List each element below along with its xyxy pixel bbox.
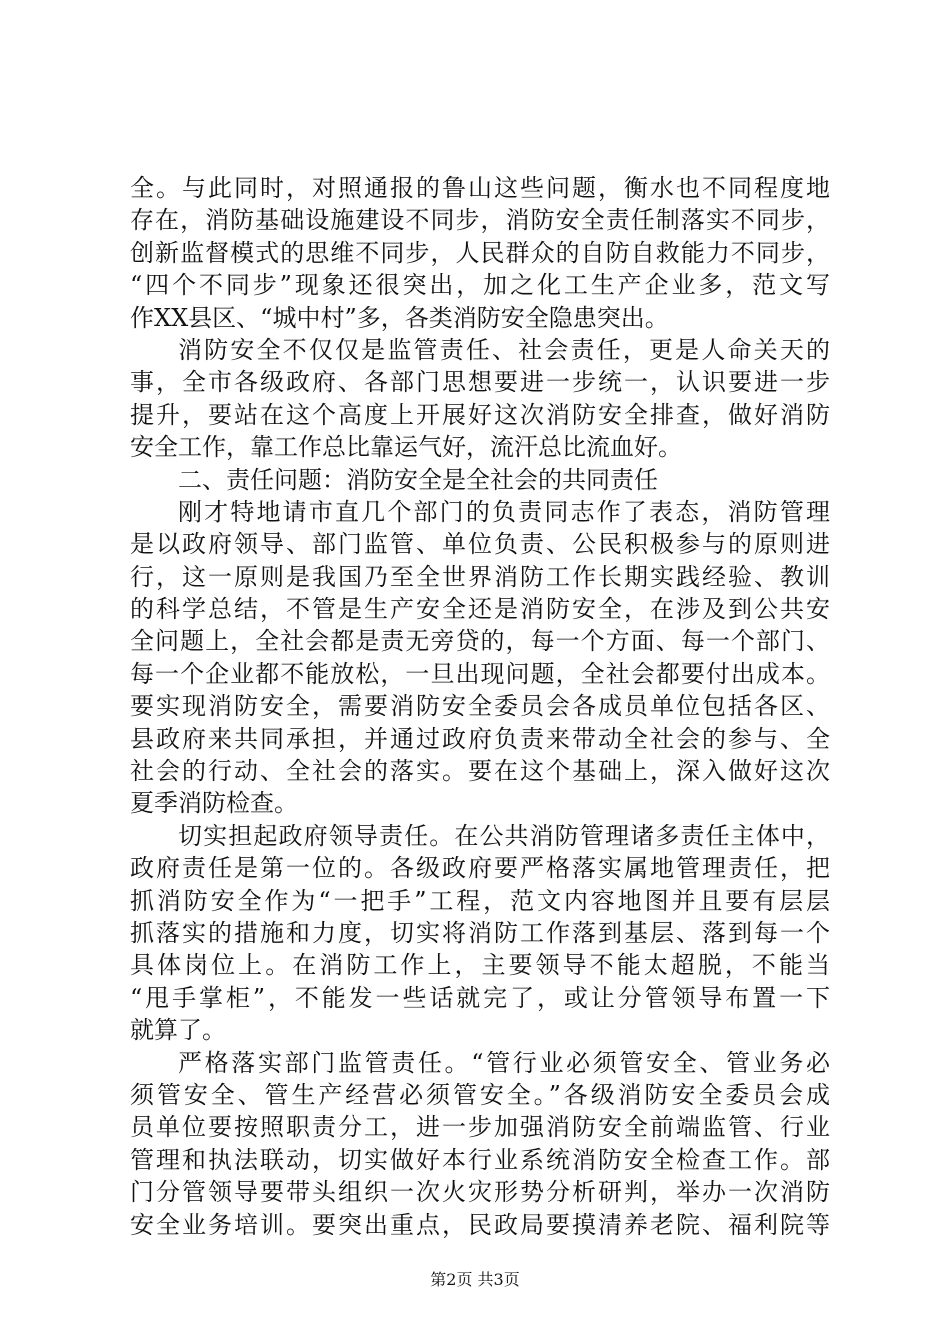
text-line: 抓落实的措施和力度，切实将消防工作落到基层、落到每一个 — [130, 918, 830, 947]
text-line: 要实现消防安全，需要消防安全委员会各成员单位包括各区、 — [130, 692, 830, 721]
text-line: “四个不同步”现象还很突出，加之化工生产企业多，范文写 — [130, 271, 830, 300]
text-line: “甩手掌柜”，不能发一些话就完了，或让分管领导布置一下 — [130, 983, 830, 1012]
text-line: 每一个企业都不能放松，一旦出现问题，全社会都要付出成本。 — [130, 659, 830, 688]
text-line: 行，这一原则是我国乃至全世界消防工作长期实践经验、教训 — [130, 562, 830, 591]
text-line: 提升，要站在这个高度上开展好这次消防安全排查，做好消防 — [130, 400, 830, 429]
page-footer: 第2页 共3页 — [430, 1270, 520, 1289]
text-line: 刚才特地请市直几个部门的负责同志作了表态，消防管理 — [178, 497, 830, 526]
text-line: 是以政府领导、部门监管、单位负责、公民积极参与的原则进 — [130, 530, 830, 559]
text-line: 具体岗位上。在消防工作上，主要领导不能太超脱，不能当 — [130, 951, 830, 980]
body-text — [130, 172, 830, 1241]
text-line: 就算了。 — [130, 1016, 226, 1045]
text-line: 全问题上，全社会都是责无旁贷的，每一个方面、每一个部门、 — [130, 627, 830, 656]
text-line: 安全业务培训。要突出重点，民政局要摸清养老院、福利院等 — [130, 1210, 830, 1239]
text-line: 门分管领导要带头组织一次火灾形势分析研判，举办一次消防 — [130, 1178, 830, 1207]
text-line: 县政府来共同承担，并通过政府负责来带动全社会的参与、全 — [130, 724, 830, 753]
text-line: 全。与此同时，对照通报的鲁山这些问题，衡水也不同程度地 — [130, 174, 830, 202]
text-line: 作XX县区、“城中村”多，各类消防安全隐患突出。 — [130, 303, 669, 332]
text-line: 抓消防安全作为“一把手”工程，范文内容地图并且要有层层 — [130, 886, 830, 915]
text-line: 政府责任是第一位的。各级政府要严格落实属地管理责任，把 — [130, 854, 830, 883]
text-line: 存在，消防基础设施建设不同步，消防安全责任制落实不同步， — [130, 206, 830, 235]
text-line: 事，全市各级政府、各部门思想要进一步统一，认识要进一步 — [130, 368, 830, 397]
text-line: 夏季消防检查。 — [130, 789, 298, 818]
text-line: 切实担起政府领导责任。在公共消防管理诸多责任主体中， — [178, 821, 830, 850]
text-line: 创新监督模式的思维不同步，人民群众的自防自救能力不同步， — [130, 238, 830, 267]
text-line: 消防安全不仅仅是监管责任、社会责任，更是人命关天的 — [178, 335, 830, 364]
text-line: 员单位要按照职责分工，进一步加强消防安全前端监管、行业 — [130, 1113, 830, 1142]
text-line: 社会的行动、全社会的落实。要在这个基础上，深入做好这次 — [130, 757, 830, 786]
text-line: 的科学总结，不管是生产安全还是消防安全，在涉及到公共安 — [130, 595, 830, 624]
text-line: 安全工作，靠工作总比靠运气好，流汗总比流血好。 — [130, 433, 682, 462]
text-line: 严格落实部门监管责任。“管行业必须管安全、管业务必 — [178, 1048, 830, 1077]
text-line: 管理和执法联动，切实做好本行业系统消防安全检查工作。部 — [130, 1145, 830, 1174]
text-line: 二、责任问题：消防安全是全社会的共同责任 — [178, 465, 658, 494]
text-line: 须管安全、管生产经营必须管安全。”各级消防安全委员会成 — [130, 1080, 830, 1109]
